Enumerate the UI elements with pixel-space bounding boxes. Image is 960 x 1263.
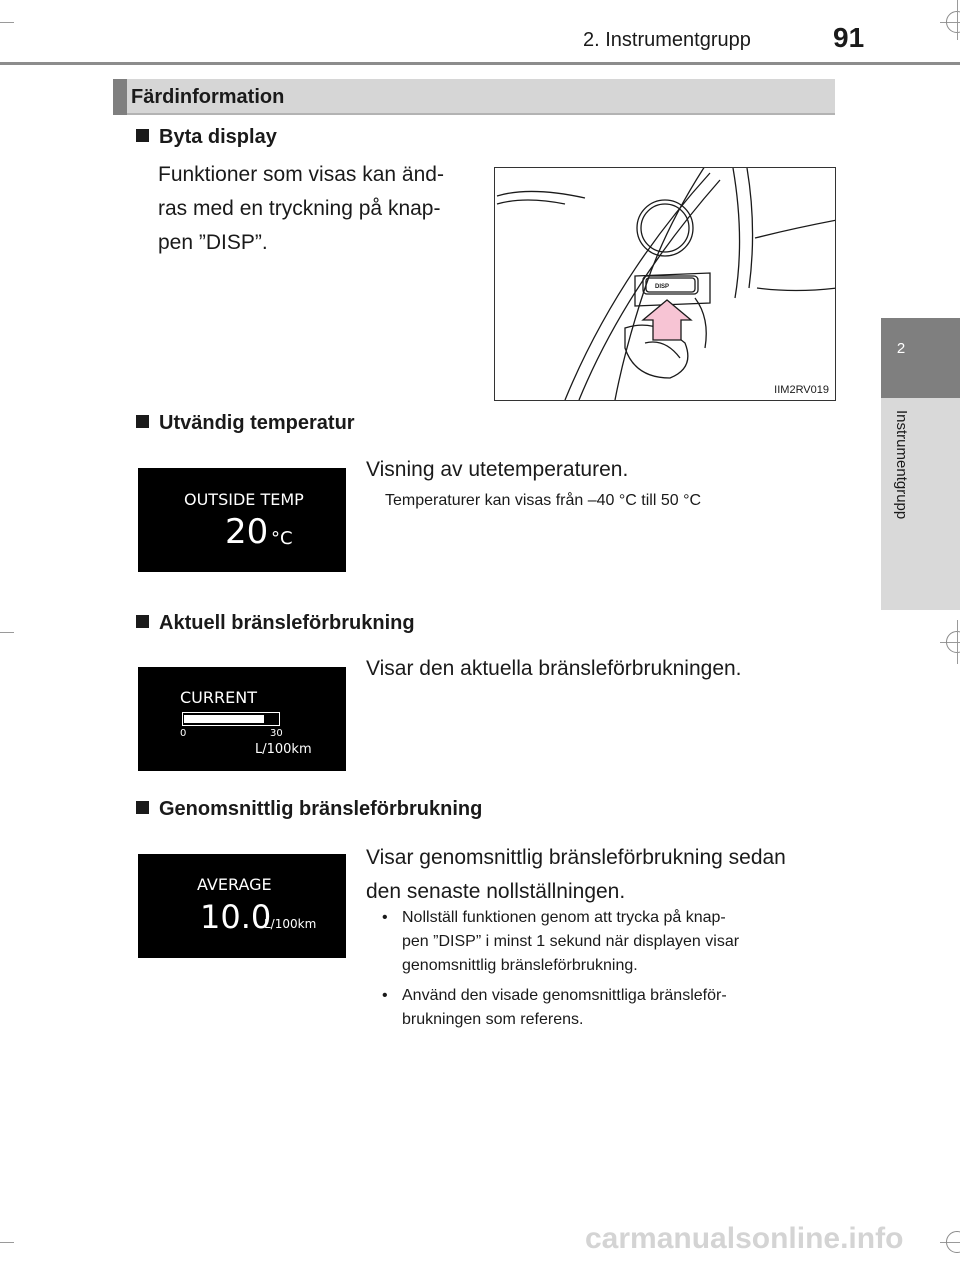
crop-mark-top-right-vertical: [957, 0, 958, 40]
registration-mark-bottom-right: [946, 1231, 960, 1253]
display-unit: °C: [271, 528, 293, 549]
heading-square-icon: [136, 801, 149, 814]
text-line: den senaste nollställningen.: [366, 880, 626, 903]
text-line: Funktioner som visas kan änd-: [158, 163, 444, 186]
text-line: Visar genomsnittlig bränsleförbrukning sedan: [366, 846, 786, 869]
heading-square-icon: [136, 415, 149, 428]
current-consumption-display: [138, 667, 346, 771]
heading-text: Byta display: [159, 126, 277, 148]
consumption-bar: [182, 712, 280, 726]
heading-text: Utvändig temperatur: [159, 412, 355, 434]
crop-mark-middle-left: [0, 632, 14, 633]
chapter-tab: [881, 318, 960, 398]
illustration-code: IIM2RV019: [774, 384, 829, 396]
section-title-accent: [113, 79, 127, 115]
steering-wheel-drawing: [495, 168, 836, 401]
disp-button-label: DISP: [655, 284, 670, 290]
bullet-line: Använd den visade genomsnittliga bränsleför-: [402, 987, 727, 1004]
outside-temp-display: [138, 468, 346, 572]
heading-text: Genomsnittlig bränsleförbrukning: [159, 798, 483, 820]
steering-wheel-illustration: [494, 167, 836, 401]
crop-mark-middle-right-vertical: [957, 620, 958, 664]
chapter-tab-number: 2: [896, 340, 906, 357]
display-value: 20: [225, 512, 269, 552]
bullet-line: pen ”DISP” i minst 1 sekund när displayen visar: [402, 933, 740, 950]
scale-max: 30: [270, 728, 283, 739]
aktuell-text: Visar den aktuella bränsleförbrukningen.: [366, 657, 742, 680]
display-title: CURRENT: [180, 688, 257, 707]
bullet-line: brukningen som referens.: [402, 1011, 584, 1028]
average-consumption-display: [138, 854, 346, 958]
genomsnitt-text: [366, 841, 830, 909]
display-title: OUTSIDE TEMP: [184, 490, 304, 509]
heading-square-icon: [136, 615, 149, 628]
heading-byta-display: [136, 126, 277, 149]
utvandig-note: Temperaturer kan visas från –40 °C till 50 °C: [385, 492, 702, 509]
display-title: AVERAGE: [197, 875, 272, 894]
scale-min: 0: [180, 728, 187, 739]
chapter-title: 2. Instrumentgrupp: [583, 29, 751, 51]
bullet-line: genomsnittlig bränsleförbrukning.: [402, 957, 638, 974]
display-value: 10.0: [200, 898, 272, 936]
heading-aktuell-forbrukning: [136, 612, 415, 635]
bullet-item: [382, 906, 830, 978]
header-rule: [0, 62, 960, 65]
crop-mark-top-left: [0, 22, 14, 23]
byta-display-text: [158, 158, 476, 260]
text-line: ras med en tryckning på knap-: [158, 197, 441, 220]
crop-mark-bottom-left: [0, 1242, 14, 1243]
heading-text: Aktuell bränsleförbrukning: [159, 612, 415, 634]
page-number: 91: [833, 22, 865, 53]
text-line: pen ”DISP”.: [158, 231, 268, 254]
consumption-bar-fill: [184, 715, 264, 723]
display-unit: L/100km: [255, 742, 312, 757]
utvandig-text: Visning av utetemperaturen.: [366, 458, 629, 481]
bullet-item: [382, 984, 830, 1032]
display-unit: L/100km: [264, 917, 317, 931]
bullet-dot: •: [382, 987, 388, 1004]
heading-genomsnittlig-forbrukning: [136, 798, 482, 821]
bullet-dot: •: [382, 909, 388, 926]
section-title: Färdinformation: [131, 86, 285, 108]
heading-square-icon: [136, 129, 149, 142]
bullet-line: Nollställ funktionen genom att trycka på knap-: [402, 909, 726, 926]
chapter-tab-label: Instrumentgrupp: [893, 410, 910, 520]
watermark: carmanualsonline.info: [585, 1222, 904, 1255]
heading-utvandig-temperatur: [136, 412, 355, 435]
